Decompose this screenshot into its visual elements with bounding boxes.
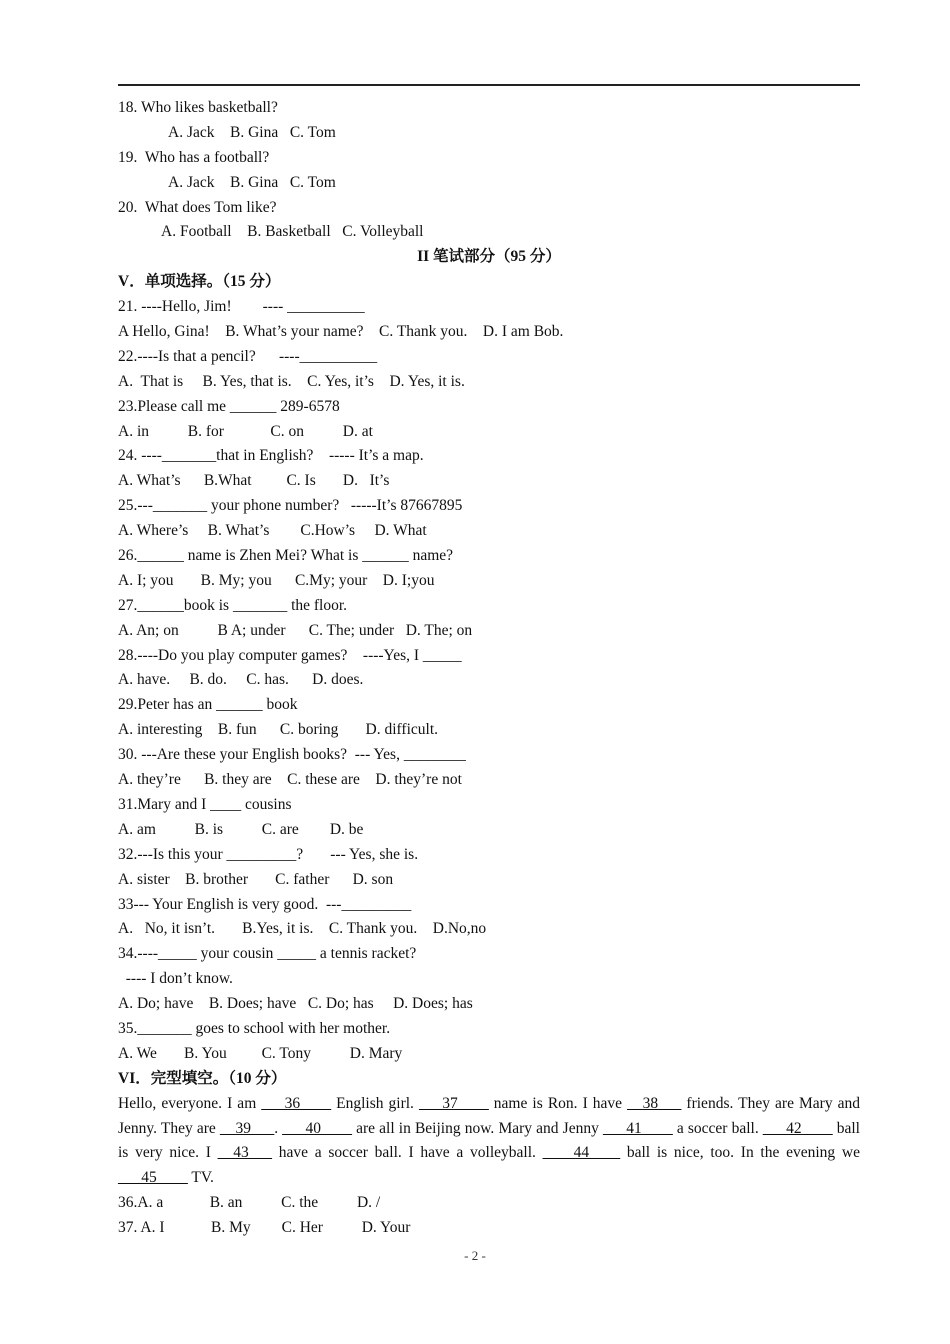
mc-line: 33--- Your English is very good. ---_________ <box>118 895 412 913</box>
cloze-text: name is Ron. I have <box>488 1094 628 1112</box>
mc-line: ---- I don’t know. <box>118 970 233 988</box>
mc-line: 26.______ name is Zhen Mei? What is ______ name? <box>118 547 454 565</box>
cloze-text: TV. <box>187 1169 214 1187</box>
cloze-blank-39: __39___ <box>219 1119 275 1137</box>
cloze-blank-42: ___42____ <box>762 1119 833 1137</box>
mc-line: A. I; you B. My; you C.My; your D. I;you <box>118 571 435 589</box>
cloze-blank-36: ___36____ <box>261 1094 332 1112</box>
section6-title: VI．完型填空。（10 分） <box>118 1069 287 1087</box>
mc-line: A. am B. is C. are D. be <box>118 820 364 838</box>
question-19: 19. Who has a football? <box>118 148 270 166</box>
mc-line: 35._______ goes to school with her mother. <box>118 1019 391 1037</box>
mc-line: 22.----Is that a pencil? ----__________ <box>118 347 378 365</box>
cloze-text: have a soccer ball. I have a volleyball. <box>271 1144 543 1162</box>
header-rule <box>118 84 860 86</box>
mc-line: 34.----_____ your cousin _____ a tennis racket? <box>118 945 417 963</box>
cloze-text: English girl. <box>331 1094 419 1112</box>
mc-line: 31.Mary and I ____ cousins <box>118 795 292 813</box>
cloze-blank-43: __43___ <box>217 1144 272 1162</box>
mc-line: 28.----Do you play computer games? ----Yes, I _____ <box>118 646 462 664</box>
mc-line: A. they’re B. they are C. these are D. they’re not <box>118 771 462 789</box>
mc-line: A. We B. You C. Tony D. Mary <box>118 1044 403 1062</box>
cloze-text: friends. They are Mary and Jenny. They are <box>118 1094 861 1137</box>
question-18: 18. Who likes basketball? <box>118 99 278 116</box>
question-18-options: A. Jack B. Gina C. Tom <box>168 123 336 141</box>
cloze-text: ball is very nice. I <box>118 1119 860 1162</box>
mc-line: A. Where’s B. What’s C.How’s D. What <box>118 522 427 540</box>
question-20-options: A. Football B. Basketball C. Volleyball <box>161 223 424 241</box>
cloze-text: ball is nice, too. In the evening we <box>620 1144 860 1162</box>
mc-line: A. An; on B A; under C. The; under D. The; on <box>118 621 473 639</box>
cloze-blank-37: ___37____ <box>419 1094 489 1112</box>
mc-line: 32.---Is this your _________? --- Yes, she is. <box>118 845 419 863</box>
mc-line: 29.Peter has an ______ book <box>118 696 298 714</box>
mc-line: 21. ----Hello, Jim! ---- __________ <box>118 298 365 316</box>
mc-line: A. interesting B. fun C. boring D. difficult. <box>118 721 439 739</box>
cloze-option-36: 36.A. a B. an C. the D. / <box>118 1194 381 1212</box>
page-number: - 2 - <box>464 1248 486 1263</box>
cloze-text: a soccer ball. <box>672 1119 763 1137</box>
mc-line: A. sister B. brother C. father D. son <box>118 870 394 888</box>
question-20: 20. What does Tom like? <box>118 198 277 216</box>
mc-line: A. Do; have B. Does; have C. Do; has D. Does; has <box>118 995 473 1013</box>
mc-line: A. in B. for C. on D. at <box>118 422 373 440</box>
cloze-blank-40: ___40____ <box>282 1119 352 1137</box>
mc-line: A. That is B. Yes, that is. C. Yes, it’s D. Yes, it is. <box>118 372 465 390</box>
cloze-option-37: 37. A. I B. My C. Her D. Your <box>118 1219 411 1237</box>
mc-line: A. No, it isn’t. B.Yes, it is. C. Thank you. D.No,no <box>118 920 487 938</box>
question-19-options: A. Jack B. Gina C. Tom <box>168 173 336 191</box>
mc-line: A. What’s B.What C. Is D. It’s <box>118 472 390 490</box>
page-content <box>118 96 860 1241</box>
cloze-text: Hello, everyone. I am <box>118 1094 262 1112</box>
cloze-passage <box>118 1092 860 1192</box>
part2-title: II 笔试部分（95 分） <box>417 248 561 266</box>
mc-line: 25.---_______ your phone number? -----It’s 87667895 <box>118 497 463 515</box>
section5-title: V．单项选择。（15 分） <box>118 273 281 291</box>
cloze-text: are all in Beijing now. Mary and Jenny <box>351 1119 603 1137</box>
mc-line: A Hello, Gina! B. What’s your name? C. Thank you. D. I am Bob. <box>118 323 564 341</box>
mc-line: 27.______book is _______ the floor. <box>118 596 348 614</box>
mc-line: 30. ---Are these your English books? --- Yes, ________ <box>118 746 466 764</box>
cloze-blank-41: ___41____ <box>602 1119 673 1137</box>
mc-line: 23.Please call me ______ 289-6578 <box>118 397 340 415</box>
cloze-blank-45: ___45____ <box>118 1169 188 1187</box>
mc-line: A. have. B. do. C. has. D. does. <box>118 671 364 689</box>
cloze-blank-44: ____44____ <box>542 1144 621 1162</box>
cloze-text: . <box>274 1119 283 1137</box>
mc-line: 24. ----_______that in English? ----- It’s a map. <box>118 447 424 465</box>
cloze-blank-38: __38___ <box>627 1094 682 1112</box>
mc-list <box>118 295 860 1067</box>
